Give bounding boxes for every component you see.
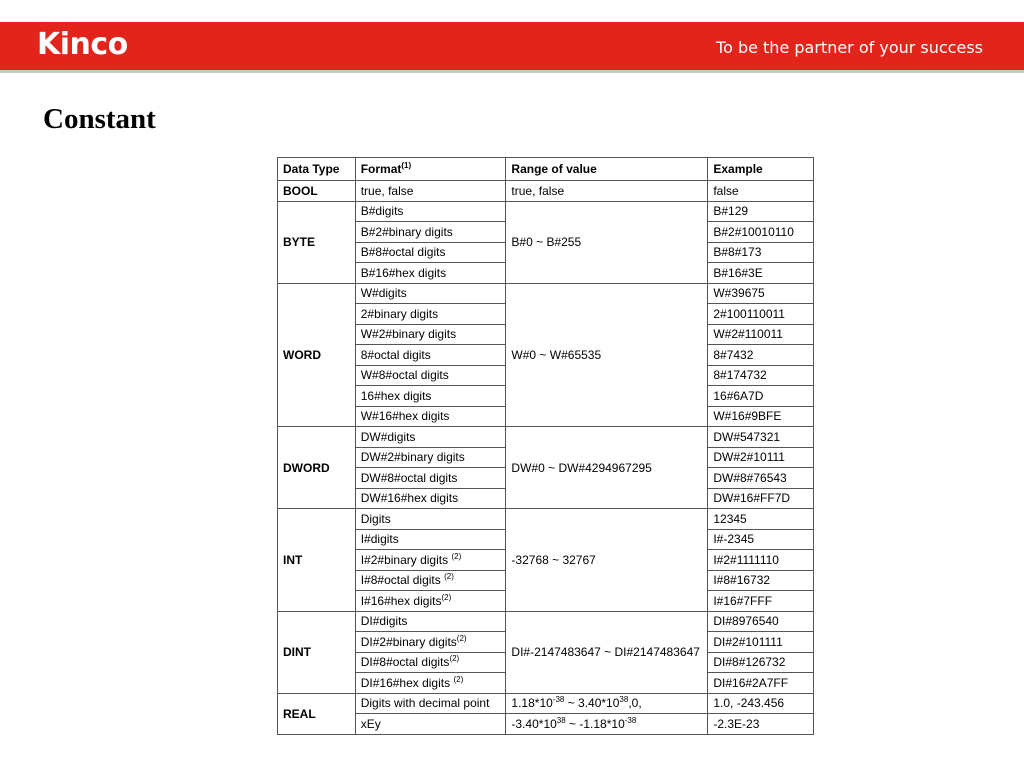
- example-cell: DI#8976540: [708, 611, 814, 632]
- range-text: ~ 3.40*10: [564, 696, 620, 711]
- range-text: 1.18*10: [511, 696, 553, 711]
- format-text: DW#digits: [360, 429, 416, 444]
- format-cell: [355, 488, 506, 509]
- page-title: Constant: [43, 103, 156, 135]
- format-note: (2): [451, 551, 462, 561]
- format-text: 2#binary digits: [360, 306, 439, 321]
- example-cell: B#2#10010110: [708, 222, 814, 243]
- table-row: [278, 201, 814, 222]
- format-text: 16#hex digits: [360, 388, 432, 403]
- example-cell: W#16#9BFE: [708, 406, 814, 427]
- format-note: (2): [444, 572, 454, 582]
- example-cell: DI#16#2A7FF: [708, 673, 814, 694]
- format-cell: [355, 263, 506, 284]
- format-cell: [355, 304, 506, 325]
- range-cell: W#0 ~ W#65535: [506, 283, 708, 427]
- table-header-row: [278, 158, 814, 181]
- example-cell: W#39675: [708, 283, 814, 304]
- example-cell: W#2#110011: [708, 324, 814, 345]
- range-cell: -32768 ~ 32767: [506, 509, 708, 612]
- header-format: [355, 158, 506, 181]
- range-exponent: -38: [552, 695, 565, 705]
- data-type-cell: DWORD: [278, 427, 356, 509]
- example-cell: I#2#1111110: [708, 550, 814, 571]
- example-cell: DW#547321: [708, 427, 814, 448]
- tagline: To be the partner of your success: [716, 38, 983, 57]
- range-cell: DW#0 ~ DW#4294967295: [506, 427, 708, 509]
- range-exponent: 38: [556, 715, 566, 725]
- header-example: Example: [708, 158, 814, 181]
- range-text: ,0,: [628, 696, 642, 711]
- format-text: xEy: [360, 716, 381, 731]
- example-cell: I#8#16732: [708, 570, 814, 591]
- format-note: (2): [449, 654, 460, 664]
- format-cell: [355, 591, 506, 612]
- range-cell: B#0 ~ B#255: [506, 201, 708, 283]
- format-cell: [355, 550, 506, 571]
- format-text: I#8#octal digits: [360, 573, 445, 588]
- data-type-cell: REAL: [278, 693, 356, 734]
- format-cell: [355, 652, 506, 673]
- format-text: Digits with decimal point: [360, 696, 490, 711]
- format-text: DI#16#hex digits: [360, 675, 454, 690]
- format-text: DI#8#octal digits: [360, 655, 450, 670]
- table-row: [278, 427, 814, 448]
- example-cell: DW#2#10111: [708, 447, 814, 468]
- format-text: W#2#binary digits: [360, 327, 457, 342]
- table-row: [278, 283, 814, 304]
- example-cell: 8#174732: [708, 365, 814, 386]
- example-cell: DI#8#126732: [708, 652, 814, 673]
- range-exponent: -38: [624, 715, 637, 725]
- format-cell: [355, 283, 506, 304]
- range-text: ~ -1.18*10: [565, 716, 625, 731]
- format-text: 8#octal digits: [360, 347, 431, 362]
- example-cell: false: [708, 181, 814, 202]
- table-body: [278, 158, 814, 735]
- data-type-cell: INT: [278, 509, 356, 612]
- example-cell: B#16#3E: [708, 263, 814, 284]
- example-cell: 16#6A7D: [708, 386, 814, 407]
- format-text: true, false: [360, 183, 414, 198]
- format-text: W#8#octal digits: [360, 368, 449, 383]
- table-row: [278, 714, 814, 735]
- format-cell: [355, 222, 506, 243]
- header-format-note: (1): [401, 161, 412, 170]
- format-note: (2): [453, 674, 464, 684]
- format-cell: [355, 714, 506, 735]
- example-cell: 1.0, -243.456: [708, 693, 814, 714]
- format-cell: [355, 509, 506, 530]
- format-text: I#16#hex digits: [360, 593, 442, 608]
- table-row: [278, 181, 814, 202]
- range-cell: [506, 714, 708, 735]
- format-cell: [355, 242, 506, 263]
- format-cell: [355, 386, 506, 407]
- format-cell: [355, 673, 506, 694]
- format-cell: [355, 181, 506, 202]
- example-cell: DW#8#76543: [708, 468, 814, 489]
- example-cell: 8#7432: [708, 345, 814, 366]
- format-text: B#digits: [360, 204, 404, 219]
- range-cell: [506, 693, 708, 714]
- example-cell: -2.3E-23: [708, 714, 814, 735]
- example-cell: I#16#7FFF: [708, 591, 814, 612]
- data-type-cell: DINT: [278, 611, 356, 693]
- format-text: I#digits: [360, 532, 399, 547]
- format-text: I#2#binary digits: [360, 552, 452, 567]
- range-cell: DI#-2147483647 ~ DI#2147483647: [506, 611, 708, 693]
- table-row: [278, 611, 814, 632]
- table-row: [278, 509, 814, 530]
- example-cell: I#-2345: [708, 529, 814, 550]
- data-type-cell: BOOL: [278, 181, 356, 202]
- format-text: Digits: [360, 511, 391, 526]
- header-range: Range of value: [506, 158, 708, 181]
- header-banner: [0, 22, 1024, 73]
- format-text: B#2#binary digits: [360, 224, 453, 239]
- format-cell: [355, 201, 506, 222]
- format-note: (2): [456, 633, 467, 643]
- header-format-label: Format: [360, 162, 402, 176]
- format-cell: [355, 324, 506, 345]
- header-data-type: Data Type: [278, 158, 356, 181]
- format-text: DI#2#binary digits: [360, 634, 457, 649]
- format-cell: [355, 447, 506, 468]
- range-text: -3.40*10: [511, 716, 557, 731]
- format-text: DI#digits: [360, 614, 408, 629]
- format-cell: [355, 632, 506, 653]
- format-text: W#16#hex digits: [360, 409, 450, 424]
- format-cell: [355, 406, 506, 427]
- format-cell: [355, 570, 506, 591]
- format-cell: [355, 365, 506, 386]
- example-cell: 2#100110011: [708, 304, 814, 325]
- format-cell: [355, 468, 506, 489]
- format-cell: [355, 529, 506, 550]
- range-cell: true, false: [506, 181, 708, 202]
- data-type-cell: BYTE: [278, 201, 356, 283]
- format-text: DW#2#binary digits: [360, 450, 465, 465]
- example-cell: B#8#173: [708, 242, 814, 263]
- format-text: B#8#octal digits: [360, 245, 446, 260]
- constant-table: [277, 157, 814, 735]
- format-cell: [355, 693, 506, 714]
- example-cell: 12345: [708, 509, 814, 530]
- format-text: DW#8#octal digits: [360, 470, 458, 485]
- range-exponent: 38: [619, 695, 629, 705]
- format-note: (2): [441, 592, 452, 602]
- example-cell: DW#16#FF7D: [708, 488, 814, 509]
- data-type-cell: WORD: [278, 283, 356, 427]
- format-text: W#digits: [360, 286, 407, 301]
- format-text: DW#16#hex digits: [360, 491, 459, 506]
- table-row: [278, 693, 814, 714]
- kinco-logo: Kinco: [37, 27, 128, 62]
- format-cell: [355, 427, 506, 448]
- format-cell: [355, 611, 506, 632]
- format-text: B#16#hex digits: [360, 265, 447, 280]
- format-cell: [355, 345, 506, 366]
- example-cell: DI#2#101111: [708, 632, 814, 653]
- example-cell: B#129: [708, 201, 814, 222]
